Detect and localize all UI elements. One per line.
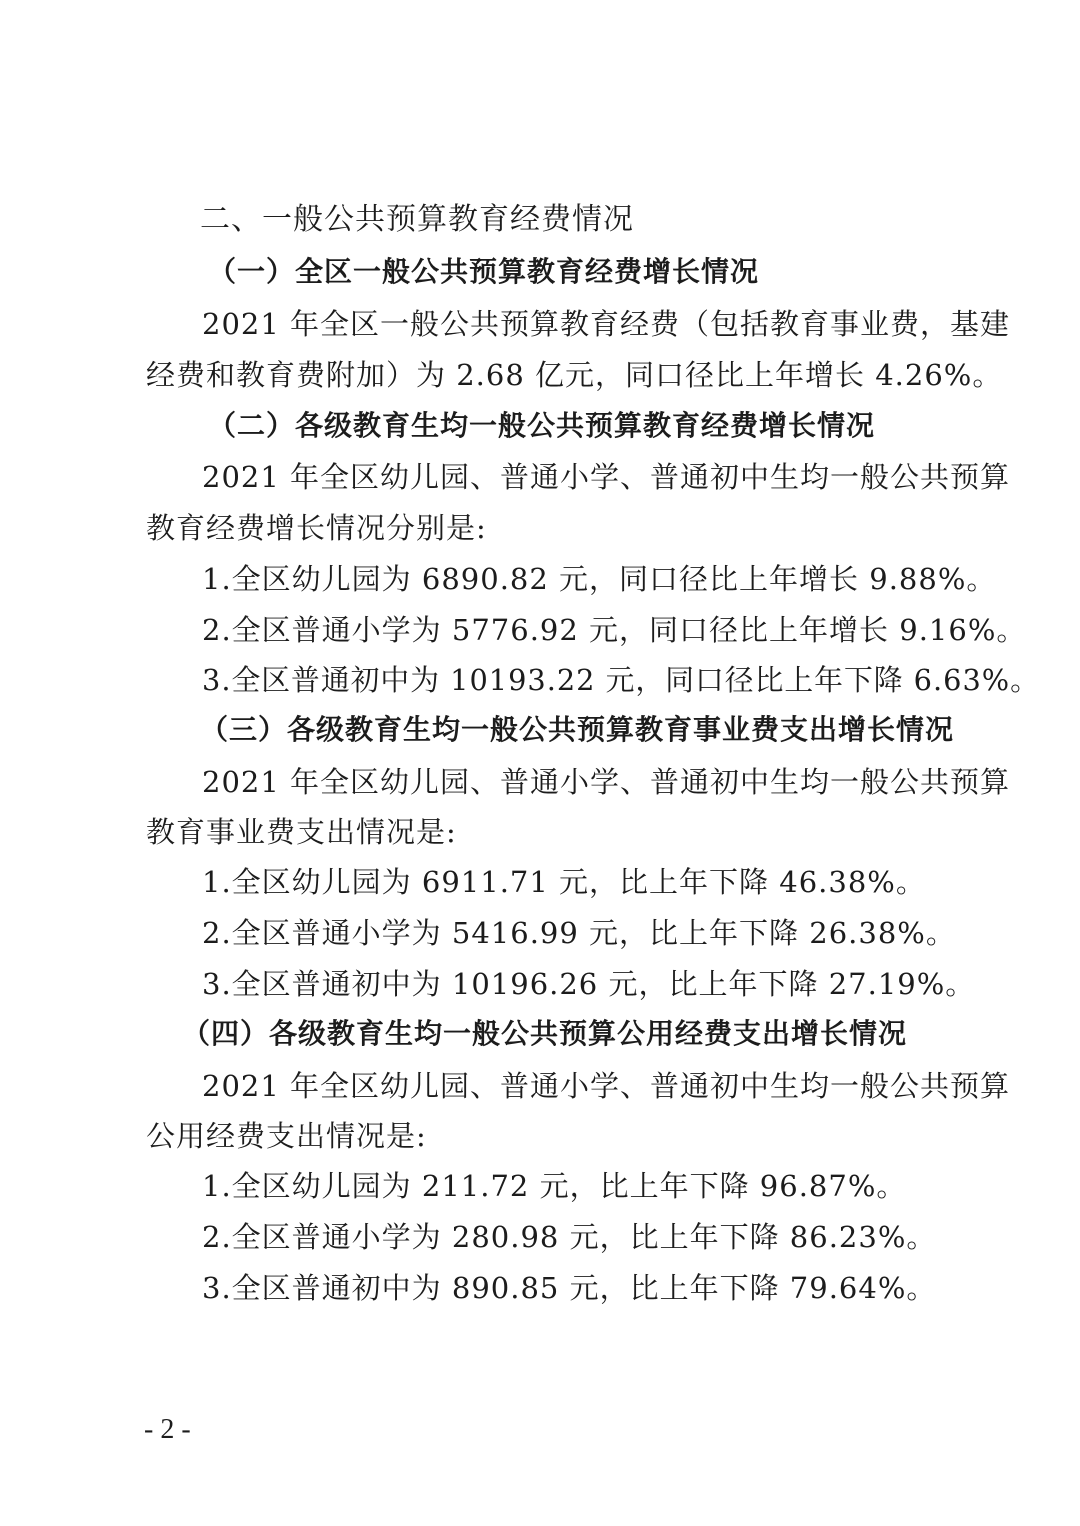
paragraph-3-line-2: 教育事业费支出情况是: [146, 815, 457, 849]
list-item: 2.全区普通小学为 5416.99 元，比上年下降 26.38%。 [202, 916, 956, 950]
subsection-heading-4: （四）各级教育生均一般公共预算公用经费支出增长情况 [182, 1017, 908, 1050]
section-title: 二、一般公共预算教育经费情况 [200, 202, 634, 237]
paragraph-2-line-1: 2021 年全区幼儿园、普通小学、普通初中生均一般公共预算 [202, 460, 1011, 494]
list-item: 3.全区普通初中为 890.85 元，比上年下降 79.64%。 [202, 1271, 937, 1305]
subsection-heading-2: （二）各级教育生均一般公共预算教育经费增长情况 [208, 409, 876, 442]
paragraph-2-line-2: 教育经费增长情况分别是: [146, 511, 487, 545]
paragraph-4-line-1: 2021 年全区幼儿园、普通小学、普通初中生均一般公共预算 [202, 1069, 1011, 1103]
list-item: 1.全区幼儿园为 6911.71 元，比上年下降 46.38%。 [202, 865, 926, 899]
page-number: - 2 - [144, 1414, 191, 1445]
list-item: 2.全区普通小学为 280.98 元，比上年下降 86.23%。 [202, 1220, 937, 1254]
paragraph-3-line-1: 2021 年全区幼儿园、普通小学、普通初中生均一般公共预算 [202, 765, 1011, 799]
list-item: 3.全区普通初中为 10196.26 元，比上年下降 27.19%。 [202, 967, 976, 1001]
list-item: 1.全区幼儿园为 6890.82 元，同口径比上年增长 9.88%。 [202, 562, 997, 596]
paragraph-1-line-2: 经费和教育费附加）为 2.68 亿元，同口径比上年增长 4.26%。 [146, 358, 1003, 392]
list-item: 3.全区普通初中为 10193.22 元，同口径比上年下降 6.63%。 [202, 663, 1040, 697]
list-item: 1.全区幼儿园为 211.72 元，比上年下降 96.87%。 [202, 1169, 907, 1203]
subsection-heading-3: （三）各级教育生均一般公共预算教育事业费支出增长情况 [200, 713, 955, 746]
list-item: 2.全区普通小学为 5776.92 元，同口径比上年增长 9.16%。 [202, 613, 1027, 647]
subsection-heading-1: （一）全区一般公共预算教育经费增长情况 [208, 255, 760, 288]
paragraph-4-line-2: 公用经费支出情况是: [146, 1119, 427, 1153]
paragraph-1-line-1: 2021 年全区一般公共预算教育经费（包括教育事业费，基建 [202, 307, 1011, 341]
